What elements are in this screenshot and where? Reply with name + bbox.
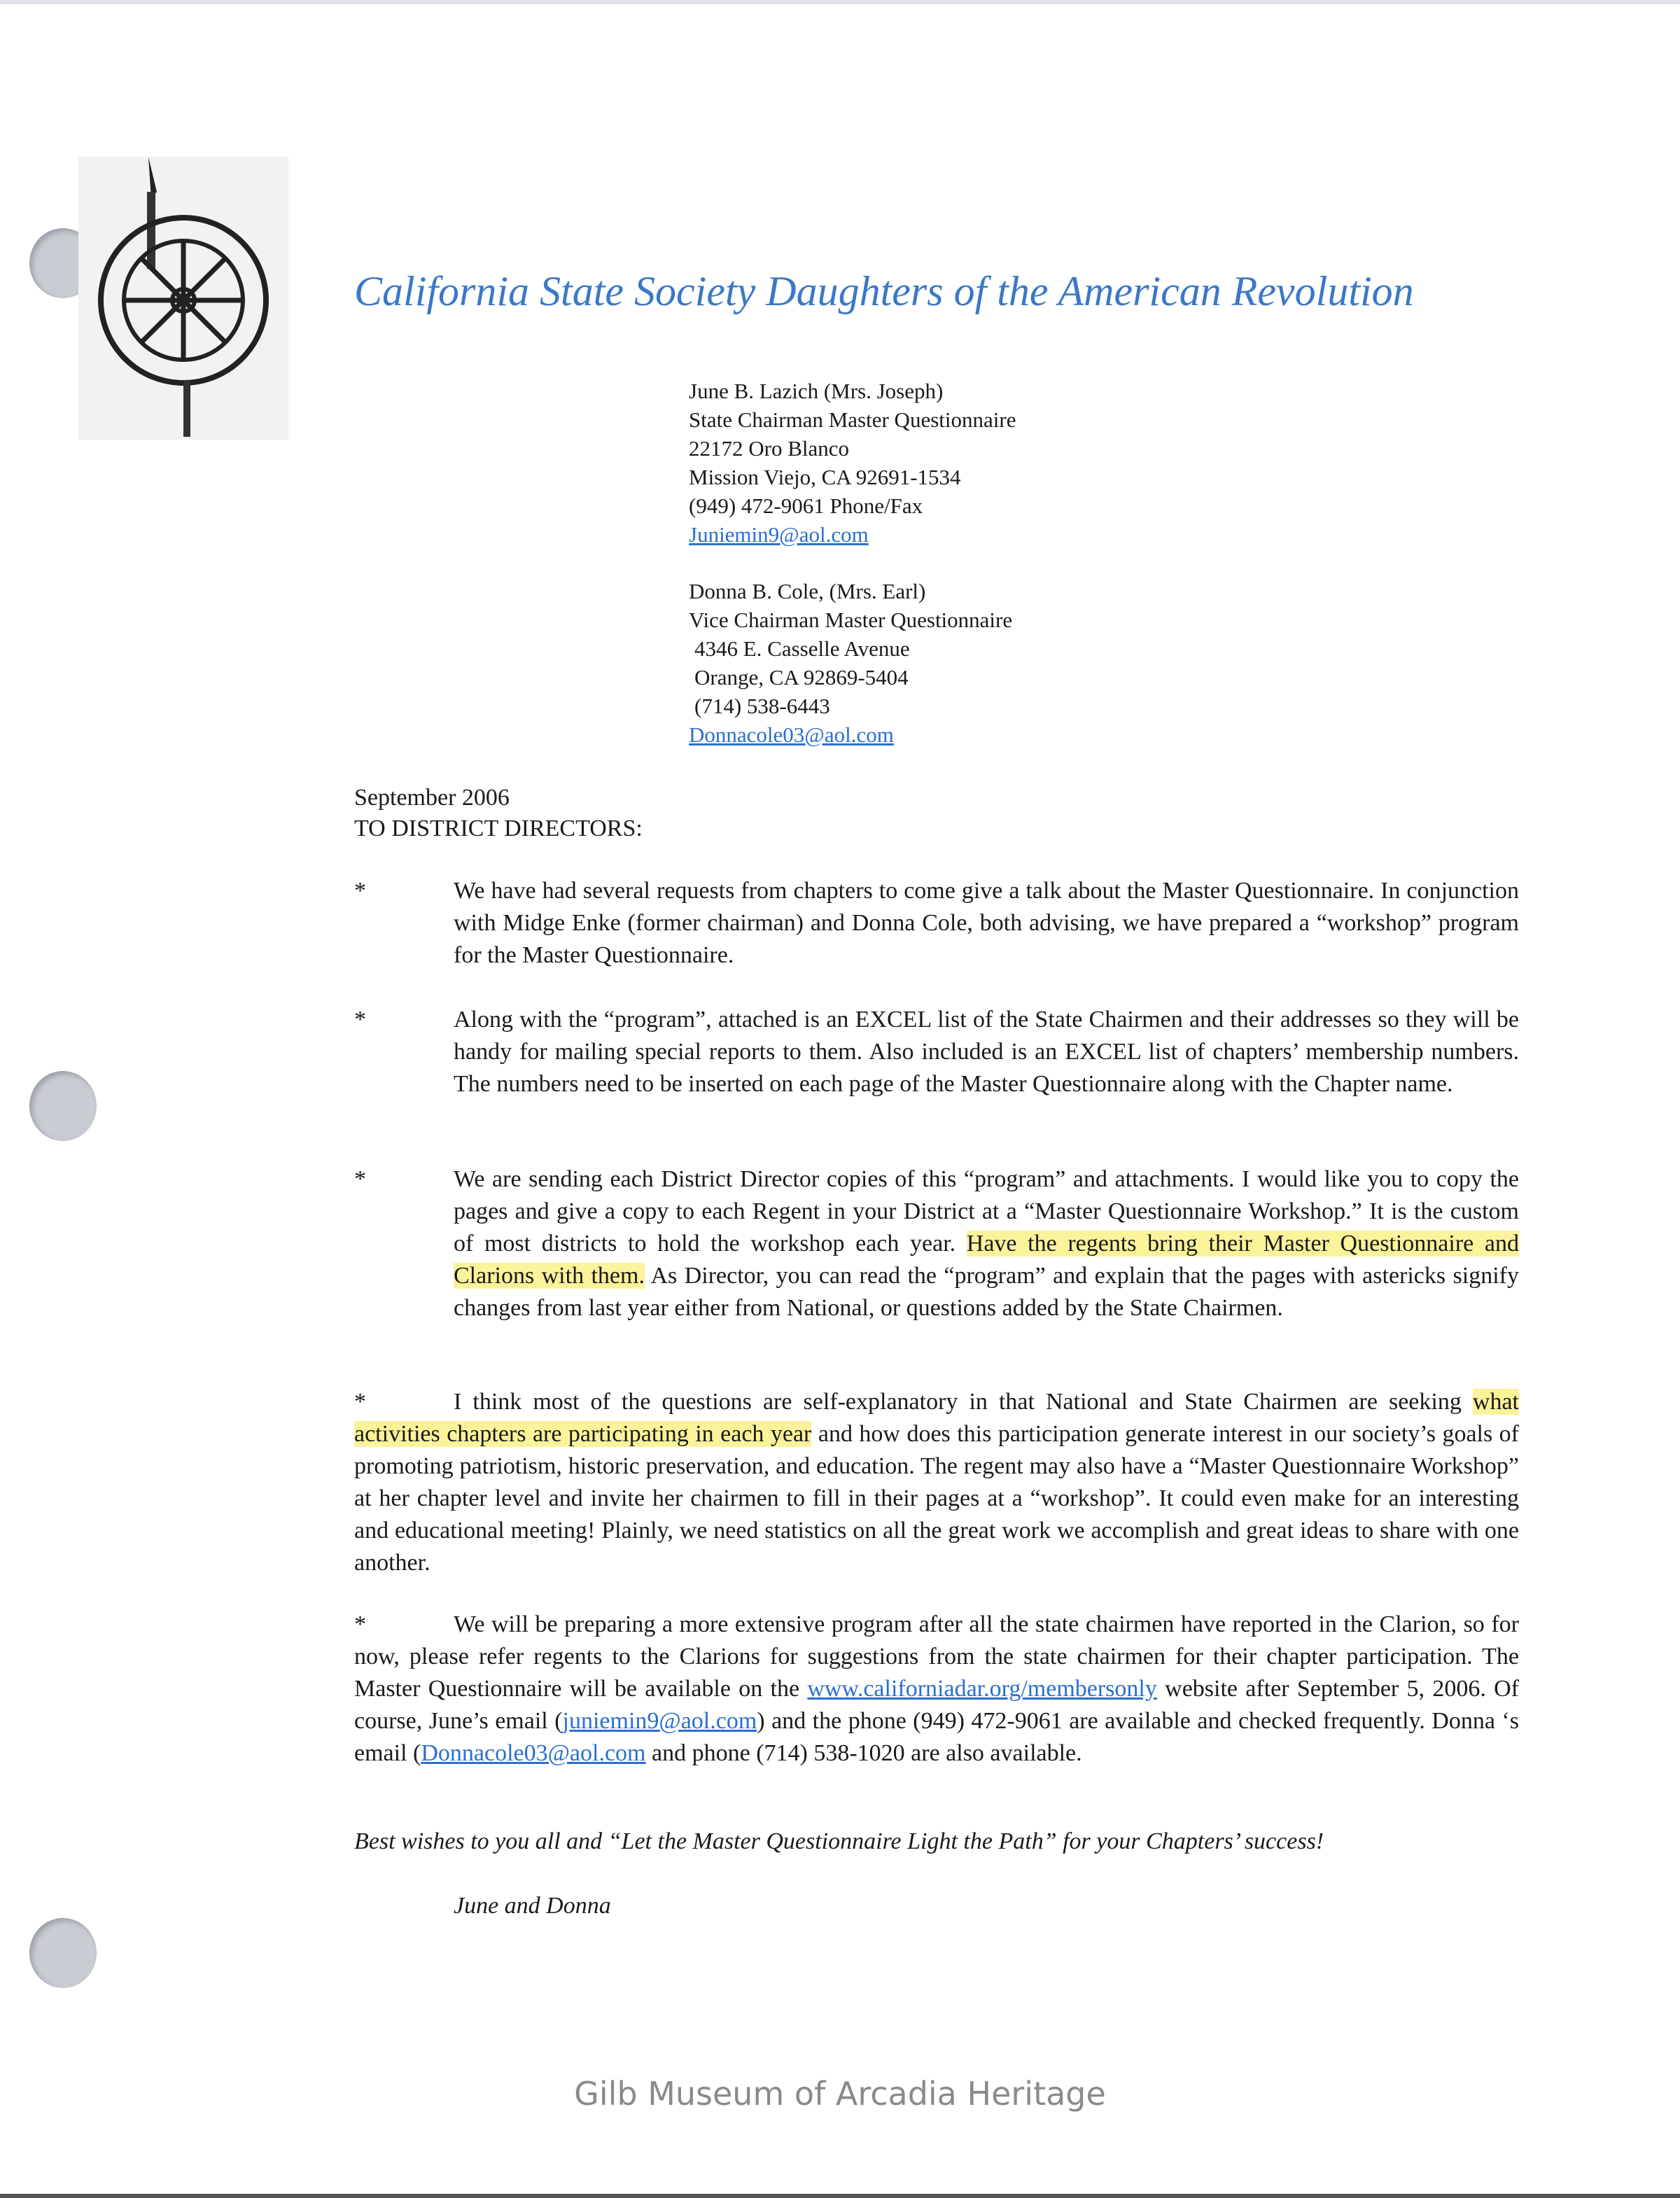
paragraph-text: I think most of the questions are self-explanatory in that National and State Chairmen are seeking [454, 1389, 1473, 1415]
paragraph-text: Along with the “program”, attached is an EXCEL list of the State Chairmen and their addresses so they will be handy for mailing special reports to them. Also included is an EXCEL list of chapters’ membership numbers. The numbers need to be inserted on each page of the Master Questionnaire along with the Chapter name. [454, 1007, 1519, 1097]
dar-seal-logo [78, 157, 288, 440]
contact-line: (949) 472-9061 Phone/Fax [689, 493, 923, 518]
contact-line: State Chairman Master Questionnaire [689, 407, 1016, 432]
contact-line: June B. Lazich (Mrs. Joseph) [689, 379, 944, 403]
contact-line: Vice Chairman Master Questionnaire [689, 608, 1013, 632]
binder-hole [29, 1918, 97, 1988]
bullet: * [354, 1389, 366, 1415]
email-link[interactable]: Donnacole03@aol.com [689, 722, 894, 747]
paragraph-text: and how does this participation generate interest in our society’s goals of promoting patriotism, historic preservation, and education. The regent may also have a “Master Questionnaire Workshop” at her chapter level and invite her chairmen to fill in their pages at a “workshop”. It could even make for an interesting and educational meeting! Plainly, we need statistics on all the great work we accomplish and great ideas to share with one another. [354, 1421, 1520, 1576]
bullet: * [354, 1166, 366, 1192]
letter-date: September 2006 [354, 785, 510, 811]
page-top-edge [0, 0, 1680, 4]
paragraph-3 [354, 1163, 1519, 1324]
paragraph-2 [354, 1004, 1519, 1100]
contact-line: Orange, CA 92869-5404 [694, 665, 909, 690]
letterhead-title: California State Society Daughters of the American Revolution [354, 268, 1414, 314]
paragraph-1 [354, 875, 1519, 972]
highlighted-text: Have the regents bring their Master Questionnaire and Clarions with them. [454, 1231, 1519, 1289]
contact-block-chairman [689, 377, 1016, 549]
contact-line: 22172 Oro Blanco [689, 436, 850, 461]
paragraph-text: ) and the phone (949) 472-9061 are available and checked frequently. Donna ‘s email ( [354, 1708, 1519, 1766]
contact-line: Donna B. Cole, (Mrs. Earl) [689, 579, 926, 603]
closing-line: Best wishes to you all and “Let the Master Questionnaire Light the Path” for your Chapters’ success! [354, 1828, 1324, 1854]
binder-hole [29, 1071, 97, 1141]
paragraph-4 [354, 1386, 1519, 1579]
paragraph-text: We will be preparing a more extensive program after all the state chairmen have reported in the Clarion, so for now, please refer regents to the Clarions for suggestions from the state chairmen for their chapter participation. The Master Questionnaire will be available on the [354, 1611, 1519, 1702]
page-bottom-edge [0, 2194, 1680, 2198]
salutation: TO DISTRICT DIRECTORS: [354, 816, 643, 841]
contact-line: 4346 E. Casselle Avenue [694, 636, 910, 661]
email-link[interactable]: Donnacole03@aol.com [421, 1740, 646, 1766]
paragraph-5 [354, 1609, 1519, 1770]
paragraph-text: As Director, you can read the “program” and explain that the pages with astericks signify changes from last year either from National, or questions added by the State Chairmen. [454, 1263, 1519, 1321]
paragraph-text: We are sending each District Director copies of this “program” and attachments. I would like you to copy the pages and give a copy to each Regent in your District at a “Master Questionnaire Workshop.” It is the custom of most districts to hold the workshop each year. [454, 1166, 1519, 1256]
email-link[interactable]: juniemin9@aol.com [562, 1708, 757, 1734]
email-link[interactable]: Juniemin9@aol.com [689, 522, 869, 547]
website-link[interactable]: www.californiadar.org/membersonly [807, 1676, 1157, 1702]
contact-line: (714) 538-6443 [694, 694, 830, 718]
bullet: * [354, 878, 366, 904]
highlighted-text: what activities chapters are participating in each year [354, 1389, 1519, 1447]
paragraph-text: and phone (714) 538-1020 are also available. [645, 1740, 1082, 1766]
watermark: Gilb Museum of Arcadia Heritage [574, 2075, 1106, 2113]
paragraph-text: website after September 5, 2006. Of course, June’s email ( [354, 1676, 1519, 1734]
signature: June and Donna [454, 1893, 611, 1919]
bullet: * [354, 1007, 366, 1032]
contact-block-vice-chairman [689, 577, 1012, 749]
letter-date-block [354, 783, 643, 844]
contact-line: Mission Viejo, CA 92691-1534 [689, 465, 961, 489]
bullet: * [354, 1611, 366, 1637]
paragraph-text: We have had several requests from chapters to come give a talk about the Master Questionnaire. In conjunction with Midge Enke (former chairman) and Donna Cole, both advising, we have prepared a “workshop” program for the Master Questionnaire. [454, 878, 1519, 968]
